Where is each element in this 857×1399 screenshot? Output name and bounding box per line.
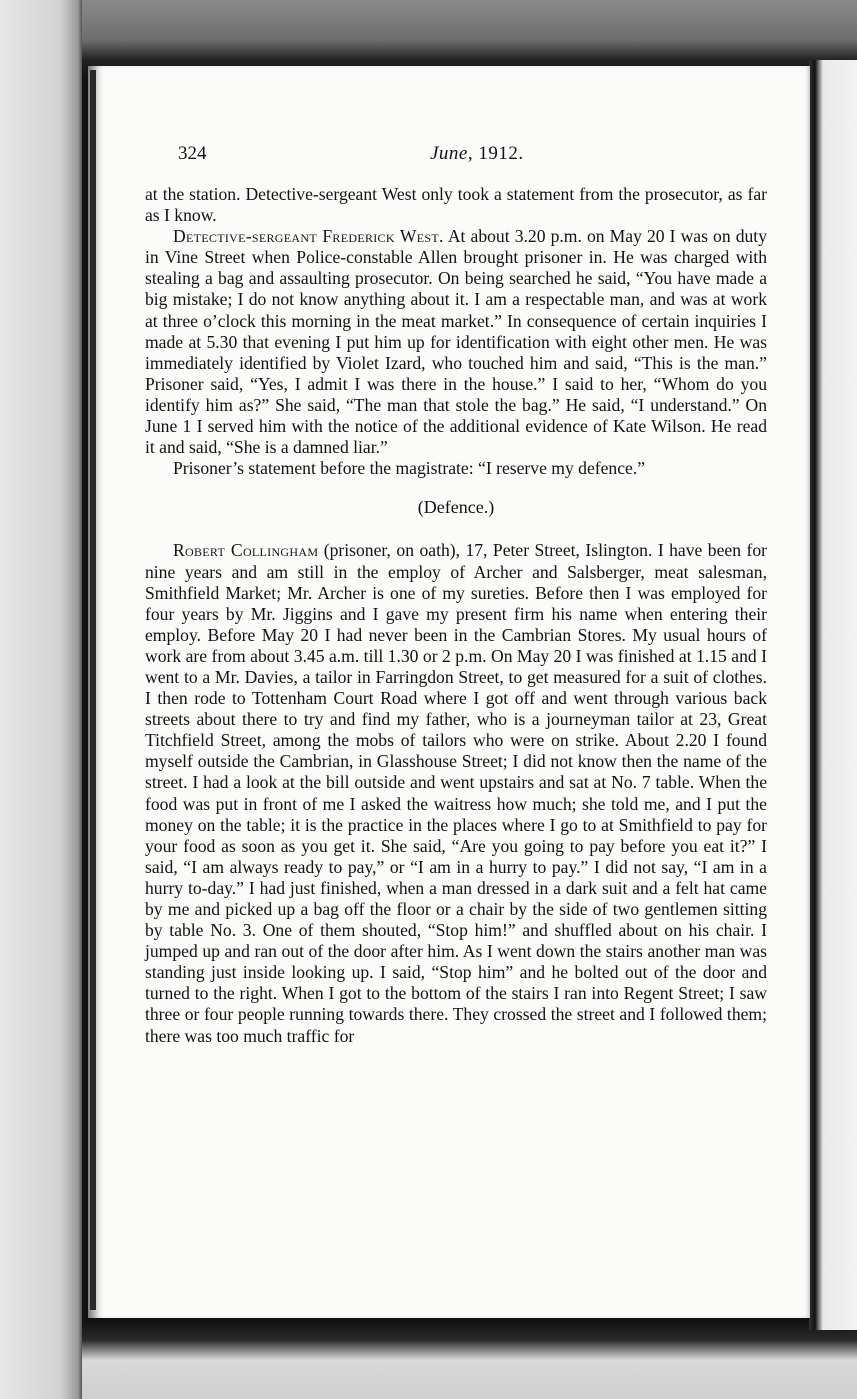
paragraph-4: [145, 540, 767, 1046]
paragraph-1: at the station. Detective-sergeant West only took a statement from the prosecutor, as far as I know.: [145, 184, 767, 226]
page-text: [145, 184, 767, 1047]
running-head: [430, 143, 524, 165]
page-number: 324: [178, 143, 207, 164]
right-page-edge: [809, 60, 857, 1330]
paragraph-4-text: (prisoner, on oath), 17, Peter Street, Islington. I have been for nine years and am still in the employ of Archer and Salsberger, meat salesman, Smithfield Market; Mr. Archer is one of my sureties. Before then I was employed for four years by Mr. Jiggins and I gave my present firm his name when entering their employ. Before May 20 I had never been in the Cambrian Stores. My usual hours of work are from about 3.45 a.m. till 1.30 or 2 p.m. On May 20 I was finished at 1.15 and I went to a Mr. Davies, a tailor in Farringdon Street, to get measured for a suit of clothes. I then rode to Tottenham Court Road where I got off and went through various back streets about there to try and find my father, who is a journeyman tailor at 23, Great Titchfield Street, among the mobs of tailors who were on strike. About 2.20 I found myself outside the Cambrian, in Glasshouse Street; I did not know then the name of the street. I had a look at the bill outside and went upstairs and sat at No. 7 table. When the food was put in front of me I asked the waitress how much; she told me, and I put the money on the table; it is the practice in the places where I go to at Smithfield to pay for your food as soon as you get it. She said, “Are you going to pay before you eat it?” I said, “I am always ready to pay,” or “I am in a hurry to pay.” I did not say, “I am in a hurry to-day.” I had just finished, when a man dressed in a dark suit and a felt hat came by me and picked up a bag off the floor or a chair by the side of two gentlemen sitting by table No. 3. One of them shouted, “Stop him!” and shuffled about on his chair. I jumped up and ran out of the door after him. As I went down the stairs another man was standing just inside looking up. I said, “Stop him” and he bolted out of the door and turned to the right. When I got to the bottom of the stairs I ran into Regent Street; I saw three or four people running towards there. They crossed the street and I followed them; there was too much traffic for: [145, 540, 767, 1046]
running-head-month: June: [430, 143, 468, 164]
left-page-strip: [0, 0, 82, 1399]
page-header: [178, 143, 738, 169]
running-head-year: , 1912.: [467, 143, 524, 164]
paragraph-3: Prisoner’s statement before the magistrate: “I reserve my defence.”: [173, 458, 646, 479]
prisoner-name: Robert Collingham: [173, 540, 319, 561]
paragraph-2-text: At about 3.20 p.m. on May 20 I was on duty in Vine Street when Police-constable Allen brought prisoner in. He was charged with stealing a bag and assaulting prosecutor. On being searched he said, “You have made a big mistake; I do not know anything about it. I am a respectable man, and was at work at three o’clock this morning in the meat market.” In consequence of certain inquiries I made at 5.30 that evening I put him up for identification with eight other men. He was immediately identified by Violet Izard, who touched him and said, “This is the man.” Prisoner said, “Yes, I admit I was there in the house.” I said to her, “Whom do you identify him as?” She said, “The man that stole the bag.” He said, “I understand.” On June 1 I served him with the notice of the additional evidence of Kate Wilson. He read it and said, “She is a damned liar.”: [145, 226, 767, 458]
paragraph-2: [145, 226, 767, 458]
section-heading: (Defence.): [417, 497, 495, 518]
witness-name: Detective-sergeant Frederick West.: [173, 226, 444, 247]
page-gutter: [90, 70, 96, 1310]
